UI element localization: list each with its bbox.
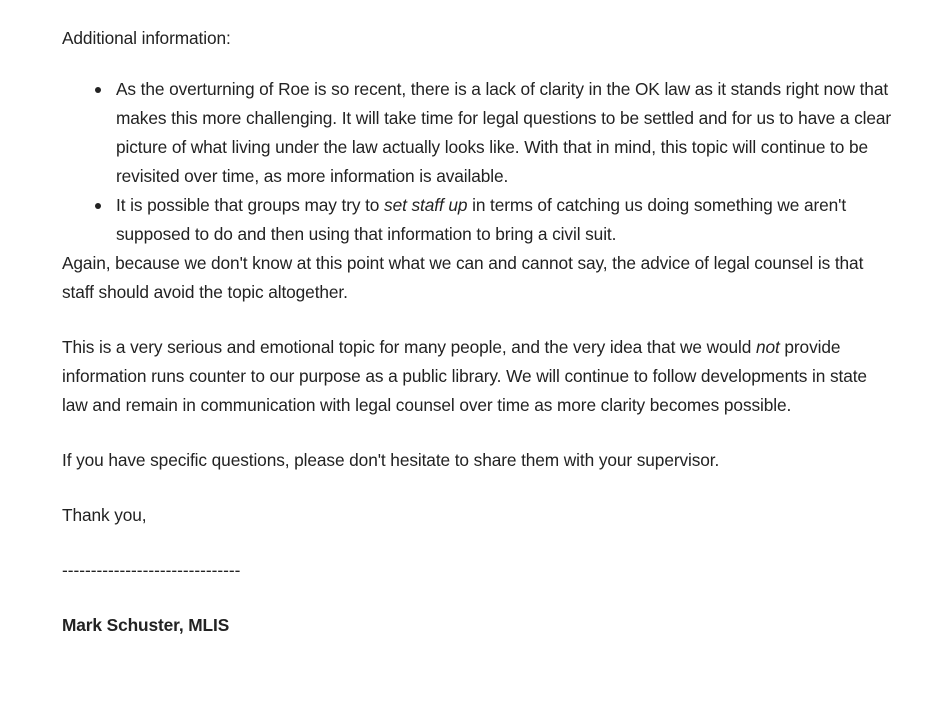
section-heading: Additional information:: [62, 28, 231, 48]
closing-line: Thank you,: [62, 505, 147, 525]
paragraph-serious-emphasis: not: [755, 337, 780, 357]
paragraph-questions: If you have specific questions, please don't hesitate to share them with your supervisor.: [62, 450, 720, 470]
bullet-emphasis: set staff up: [384, 195, 468, 215]
bullet-item-roe: [62, 75, 892, 191]
signature-name: Mark Schuster, MLIS: [62, 615, 230, 635]
info-bullet-list: [62, 75, 892, 249]
paragraph-again: Again, because we don't know at this point what we can and cannot say, the advice of legal counsel is that staff should avoid the topic altogether.: [62, 253, 864, 302]
bullet-text-after: in terms of catching us doing something we aren't supposed to do and then using that information to bring a civil suit.: [116, 195, 847, 244]
signature-divider: -------------------------------: [62, 560, 241, 580]
bullet-item-groups: [62, 191, 892, 249]
email-body: [62, 24, 892, 640]
paragraph-serious-before: This is a very serious and emotional topic for many people, and the very idea that we would: [62, 337, 756, 357]
paragraph-serious: [62, 333, 892, 420]
paragraph-serious-after: provide information runs counter to our purpose as a public library. We will continue to follow developments in state law and remain in communication with legal counsel over time as more clarity becomes possible.: [62, 337, 867, 415]
bullet-text-before: It is possible that groups may try to: [116, 195, 385, 215]
bullet-text: As the overturning of Roe is so recent, there is a lack of clarity in the OK law as it stands right now that makes this more challenging. It will take time for legal questions to be settled and for us to have a clear picture of what living under the law actually looks like. With that in mind, this topic will continue to be revisited over time, as more information is available.: [116, 79, 892, 186]
